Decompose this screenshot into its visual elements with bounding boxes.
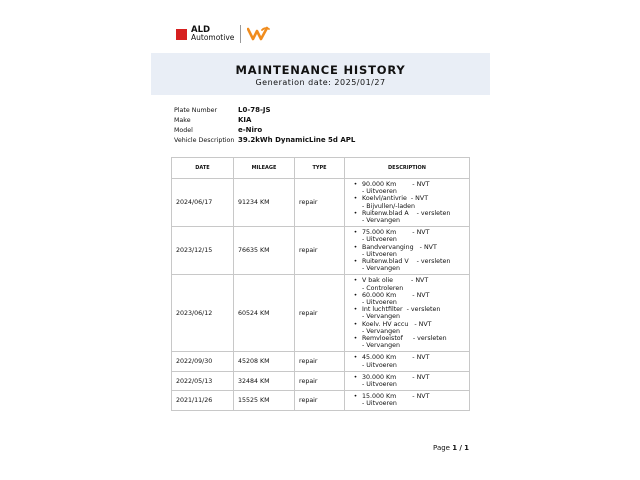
type-cell: repair xyxy=(295,179,345,227)
description-main: 60.000 Km - NVT xyxy=(362,291,430,299)
date-cell: 2024/06/17 xyxy=(172,179,234,227)
description-line xyxy=(349,292,465,299)
mileage-cell: 60524 KM xyxy=(234,275,295,352)
type-cell: repair xyxy=(295,371,345,390)
description-item xyxy=(349,229,465,243)
description-action: - Uitvoeren xyxy=(362,400,397,408)
description-line xyxy=(349,258,465,265)
description-main: Koelvl/antivrie - NVT xyxy=(362,195,429,203)
description-main: 75.000 Km - NVT xyxy=(362,229,430,237)
description-list xyxy=(349,374,465,388)
description-action: - Bijvullen/-laden xyxy=(362,202,416,210)
description-cell xyxy=(345,275,470,352)
bullet-icon: • xyxy=(353,243,358,251)
description-item xyxy=(349,210,465,224)
table-header-row xyxy=(172,158,470,179)
description-item xyxy=(349,335,465,349)
page-total: 1 xyxy=(464,444,469,452)
description-item xyxy=(349,258,465,272)
vehicle-info-value: 39.2kWh DynamicLine 5d APL xyxy=(238,136,356,144)
description-main: Koelv. HV accu - NVT xyxy=(362,320,432,328)
description-list xyxy=(349,229,465,272)
date-cell: 2023/12/15 xyxy=(172,227,234,275)
description-main: 30.000 Km - NVT xyxy=(362,373,430,381)
bullet-icon: • xyxy=(353,291,358,299)
ald-logo-square xyxy=(176,29,187,40)
table-row xyxy=(172,179,470,227)
bullet-icon: • xyxy=(353,229,358,237)
table-row xyxy=(172,227,470,275)
type-cell: repair xyxy=(295,227,345,275)
description-line xyxy=(349,229,465,236)
description-item xyxy=(349,292,465,306)
description-action: - Uitvoeren xyxy=(362,250,397,258)
description-action: - Uitvoeren xyxy=(362,361,397,369)
mileage-cell: 91234 KM xyxy=(234,179,295,227)
description-cell xyxy=(345,371,470,390)
date-cell: 2023/06/12 xyxy=(172,275,234,352)
vehicle-info-label: Make xyxy=(174,116,191,124)
table-row xyxy=(172,352,470,371)
date-cell: 2022/05/13 xyxy=(172,371,234,390)
description-main: 15.000 Km - NVT xyxy=(362,393,430,401)
table-row xyxy=(172,371,470,390)
bullet-icon: • xyxy=(353,335,358,343)
logo-divider xyxy=(240,25,241,43)
type-cell: repair xyxy=(295,391,345,410)
description-item xyxy=(349,306,465,320)
description-cell xyxy=(345,391,470,410)
description-action: - Vervangen xyxy=(362,313,400,321)
bullet-icon: • xyxy=(353,277,358,285)
description-line xyxy=(349,306,465,313)
vehicle-info-value: KIA xyxy=(238,116,252,124)
description-list xyxy=(349,354,465,368)
description-item xyxy=(349,393,465,407)
description-main: Ruitenw.blad V - versleten xyxy=(362,258,451,266)
mileage-cell: 76635 KM xyxy=(234,227,295,275)
description-main: 45.000 Km - NVT xyxy=(362,354,430,362)
description-main: Ruitenw.blad A - versleten xyxy=(362,209,451,217)
description-cell xyxy=(345,352,470,371)
vehicle-info-row xyxy=(174,105,355,115)
vehicle-info-value: e-Niro xyxy=(238,126,263,134)
description-cell xyxy=(345,227,470,275)
description-item xyxy=(349,244,465,258)
description-item xyxy=(349,195,465,209)
table-row xyxy=(172,275,470,352)
ald-logo-sub: Automotive xyxy=(191,33,235,42)
mileage-cell: 15525 KM xyxy=(234,391,295,410)
vehicle-info-label: Model xyxy=(174,126,193,134)
description-action: - Uitvoeren xyxy=(362,236,397,244)
page-indicator xyxy=(433,444,469,452)
bullet-icon: • xyxy=(353,195,358,203)
date-cell: 2021/11/26 xyxy=(172,391,234,410)
description-action: - Uitvoeren xyxy=(362,188,397,196)
description-action: - Vervangen xyxy=(362,217,400,225)
bullet-icon: • xyxy=(353,181,358,188)
bullet-icon: • xyxy=(353,209,358,217)
bullet-icon: • xyxy=(353,258,358,266)
maintenance-table xyxy=(171,157,470,411)
ald-logo-text xyxy=(191,27,234,41)
description-item xyxy=(349,277,465,291)
description-line xyxy=(349,335,465,342)
description-list xyxy=(349,277,465,349)
description-list xyxy=(349,181,465,224)
leaseplan-w-logo-icon xyxy=(247,26,271,42)
description-item xyxy=(349,374,465,388)
description-action: - Controleren xyxy=(362,284,404,292)
description-line xyxy=(349,277,465,284)
brand-logos xyxy=(176,24,271,44)
vehicle-info-row xyxy=(174,125,355,135)
generation-date-label: Generation date: xyxy=(255,78,332,87)
column-header-date: DATE xyxy=(172,158,234,179)
ald-logo-name: ALD xyxy=(191,25,211,35)
vehicle-info-label: Plate Number xyxy=(174,106,218,114)
description-action: - Uitvoeren xyxy=(362,299,397,307)
description-main: 90.000 Km - NVT xyxy=(362,181,430,188)
description-cell xyxy=(345,179,470,227)
description-action: - Vervangen xyxy=(362,342,400,350)
bullet-icon: • xyxy=(353,320,358,328)
description-line xyxy=(349,393,465,400)
description-line xyxy=(349,210,465,217)
description-line xyxy=(349,195,465,202)
description-line xyxy=(349,244,465,251)
column-header-type: TYPE xyxy=(295,158,345,179)
bullet-icon: • xyxy=(353,373,358,381)
description-action: - Vervangen xyxy=(362,265,400,273)
mileage-cell: 32484 KM xyxy=(234,371,295,390)
mileage-cell: 45208 KM xyxy=(234,352,295,371)
type-cell: repair xyxy=(295,352,345,371)
description-list xyxy=(349,393,465,407)
vehicle-info-label: Vehicle Description xyxy=(174,136,235,144)
bullet-icon: • xyxy=(353,354,358,362)
date-cell: 2022/09/30 xyxy=(172,352,234,371)
type-cell: repair xyxy=(295,275,345,352)
table-body xyxy=(172,179,470,411)
description-item xyxy=(349,354,465,368)
description-item xyxy=(349,181,465,195)
report-title: MAINTENANCE HISTORY xyxy=(235,63,406,77)
description-action: - Uitvoeren xyxy=(362,381,397,389)
description-action: - Vervangen xyxy=(362,327,400,335)
description-item xyxy=(349,321,465,335)
vehicle-info xyxy=(174,105,355,145)
description-main: Bandvervanging - NVT xyxy=(362,243,437,251)
description-line xyxy=(349,374,465,381)
bullet-icon: • xyxy=(353,393,358,401)
bullet-icon: • xyxy=(353,306,358,314)
report-header xyxy=(151,53,490,95)
generation-date-line xyxy=(151,78,490,87)
table-row xyxy=(172,391,470,410)
vehicle-info-value: L0-78-JS xyxy=(238,106,271,114)
description-line xyxy=(349,321,465,328)
description-main: Remvloeistof - versleten xyxy=(362,335,447,343)
column-header-description: DESCRIPTION xyxy=(345,158,470,179)
description-line xyxy=(349,181,465,188)
column-header-mileage: MILEAGE xyxy=(234,158,295,179)
page-separator: / xyxy=(459,444,462,452)
vehicle-info-row xyxy=(174,115,355,125)
page-current: 1 xyxy=(452,444,458,452)
description-line xyxy=(349,354,465,361)
page-label: Page xyxy=(433,444,450,452)
description-main: Int luchtfilter - versleten xyxy=(362,306,441,314)
description-main: V bak olie - NVT xyxy=(362,277,429,285)
vehicle-info-row xyxy=(174,135,355,145)
generation-date-value: 2025/01/27 xyxy=(334,78,386,87)
